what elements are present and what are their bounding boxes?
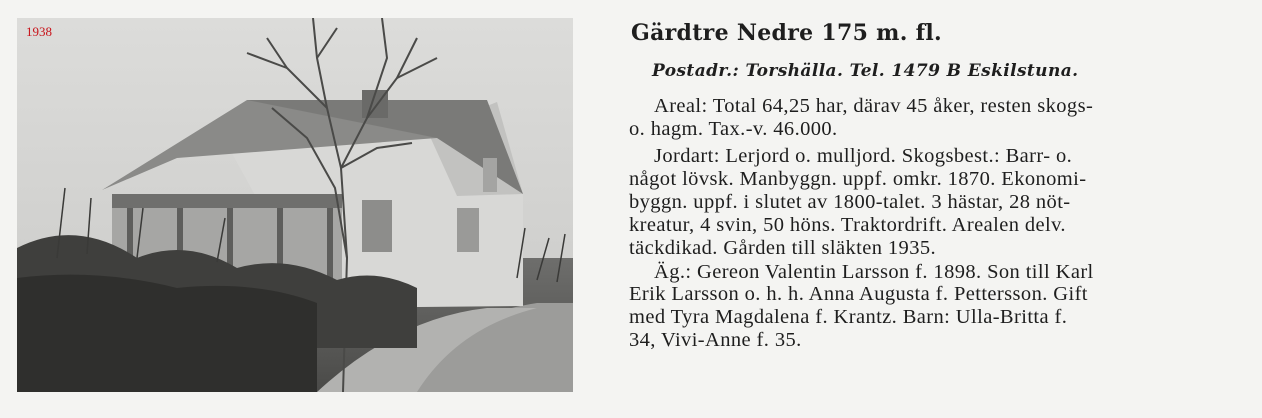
farmhouse-photo <box>17 18 573 392</box>
entry-line: Erik Larsson o. h. h. Anna Augusta f. Pettersson. Gift <box>629 283 1088 305</box>
postal-address: Postadr.: Torshälla. Tel. 1479 B Eskilstuna. <box>652 61 1079 81</box>
entry-line: Äg.: Gereon Valentin Larsson f. 1898. Son till Karl <box>654 261 1094 283</box>
farmhouse-illustration <box>17 18 573 392</box>
entry-line: Jordart: Lerjord o. mulljord. Skogsbest.: Barr- o. <box>654 145 1073 167</box>
entry-title: Gärdtre Nedre 175 m. fl. <box>631 20 943 46</box>
entry-line: täckdikad. Gården till släkten 1935. <box>629 237 937 259</box>
entry-line: o. hagm. Tax.-v. 46.000. <box>629 118 838 140</box>
entry-line: Areal: Total 64,25 har, därav 45 åker, resten skogs- <box>654 95 1094 117</box>
entry-line: byggn. uppf. i slutet av 1800-talet. 3 hästar, 28 nöt- <box>629 191 1071 213</box>
entry-line: något lövsk. Manbyggn. uppf. omkr. 1870. Ekonomi- <box>629 168 1087 190</box>
entry-line: 34, Vivi-Anne f. 35. <box>629 329 802 351</box>
entry-line: kreatur, 4 svin, 50 höns. Traktordrift. Arealen delv. <box>629 214 1066 236</box>
entry-line: med Tyra Magdalena f. Krantz. Barn: Ulla-Britta f. <box>629 306 1068 328</box>
year-label: 1938 <box>26 24 52 39</box>
